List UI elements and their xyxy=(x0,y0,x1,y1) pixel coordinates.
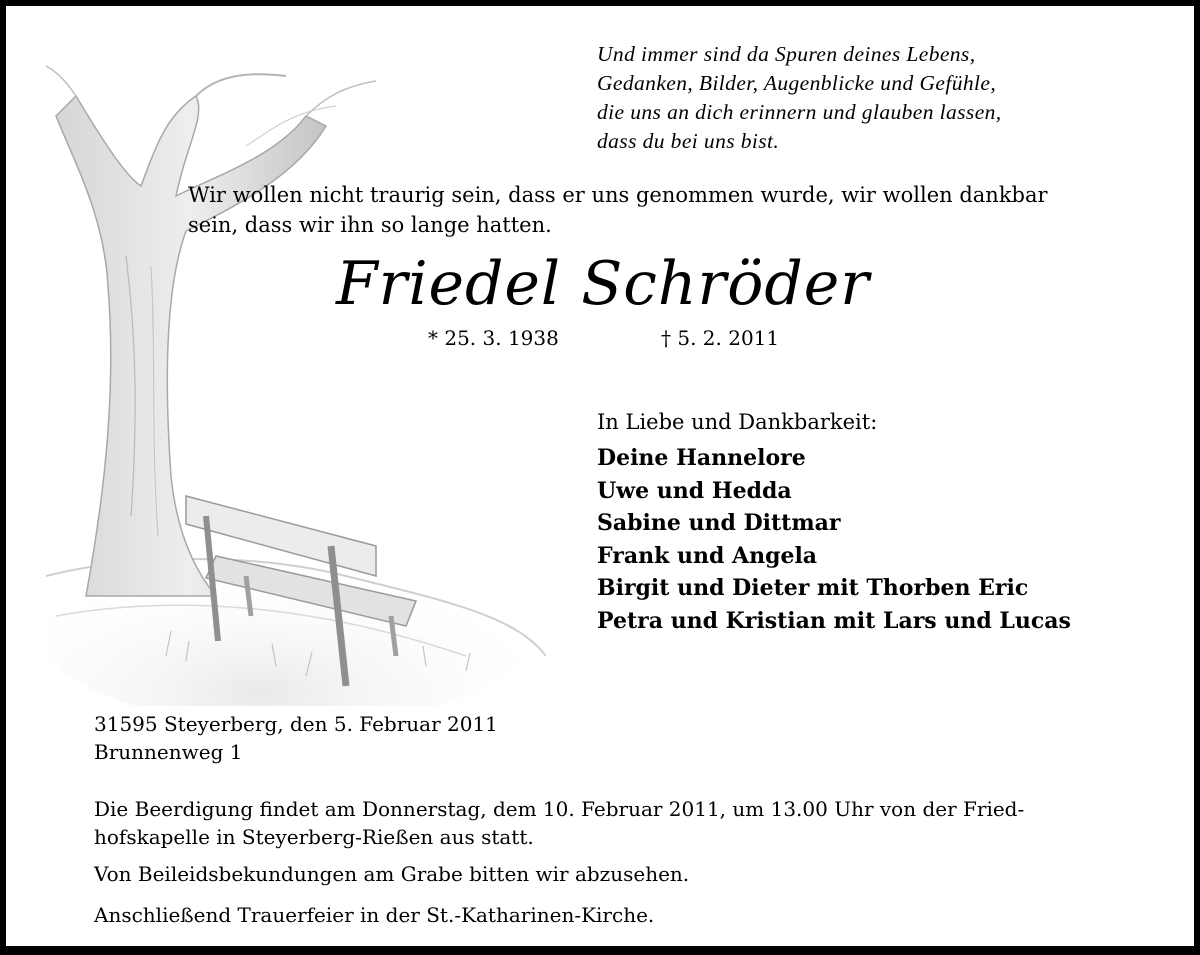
funeral-line: hofskapelle in Steyerberg-Rießen aus statt. xyxy=(94,825,534,849)
poem xyxy=(597,40,1002,156)
mourner-name: Birgit und Dieter mit Thorben Eric xyxy=(597,575,1029,601)
funeral-line: Die Beerdigung findet am Donnerstag, dem 10. Februar 2011, um 13.00 Uhr von der Fried- xyxy=(94,797,1025,821)
birth-date: * 25. 3. 1938 xyxy=(428,326,559,350)
memorial-quote xyxy=(188,180,1048,240)
mourner-name: Frank und Angela xyxy=(597,542,818,569)
mourner-name: Petra und Kristian mit Lars und Lucas xyxy=(597,607,1071,634)
death-date: † 5. 2. 2011 xyxy=(661,326,780,350)
mourner-name: Sabine und Dittmar xyxy=(597,510,841,536)
memorial-service-notice: Anschließend Trauerfeier in der St.-Katharinen-Kirche. xyxy=(94,903,655,927)
street-address: Brunnenweg 1 xyxy=(94,740,243,764)
condolence-notice: Von Beileidsbekundungen am Grabe bitten wir abzusehen. xyxy=(94,862,690,886)
mourners-list xyxy=(597,442,1071,637)
place-and-date: 31595 Steyerberg, den 5. Februar 2011 xyxy=(94,712,498,736)
tree-and-bench-sketch xyxy=(46,56,546,706)
quote-line: Wir wollen nicht traurig sein, dass er uns genommen wurde, wir wollen dankbar xyxy=(188,183,1048,207)
funeral-notice xyxy=(94,795,1024,851)
quote-line: sein, dass wir ihn so lange hatten. xyxy=(188,213,552,237)
poem-line: Und immer sind da Spuren deines Lebens, xyxy=(597,42,976,66)
deceased-name: Friedel Schröder xyxy=(336,249,870,319)
mourner-name: Deine Hannelore xyxy=(597,445,806,471)
poem-line: dass du bei uns bist. xyxy=(597,129,780,153)
mourners-intro: In Liebe und Dankbarkeit: xyxy=(597,410,878,434)
poem-line: Gedanken, Bilder, Augenblicke und Gefühle, xyxy=(597,71,997,95)
poem-line: die uns an dich erinnern und glauben lassen, xyxy=(597,100,1002,124)
mourner-name: Uwe und Hedda xyxy=(597,477,792,504)
